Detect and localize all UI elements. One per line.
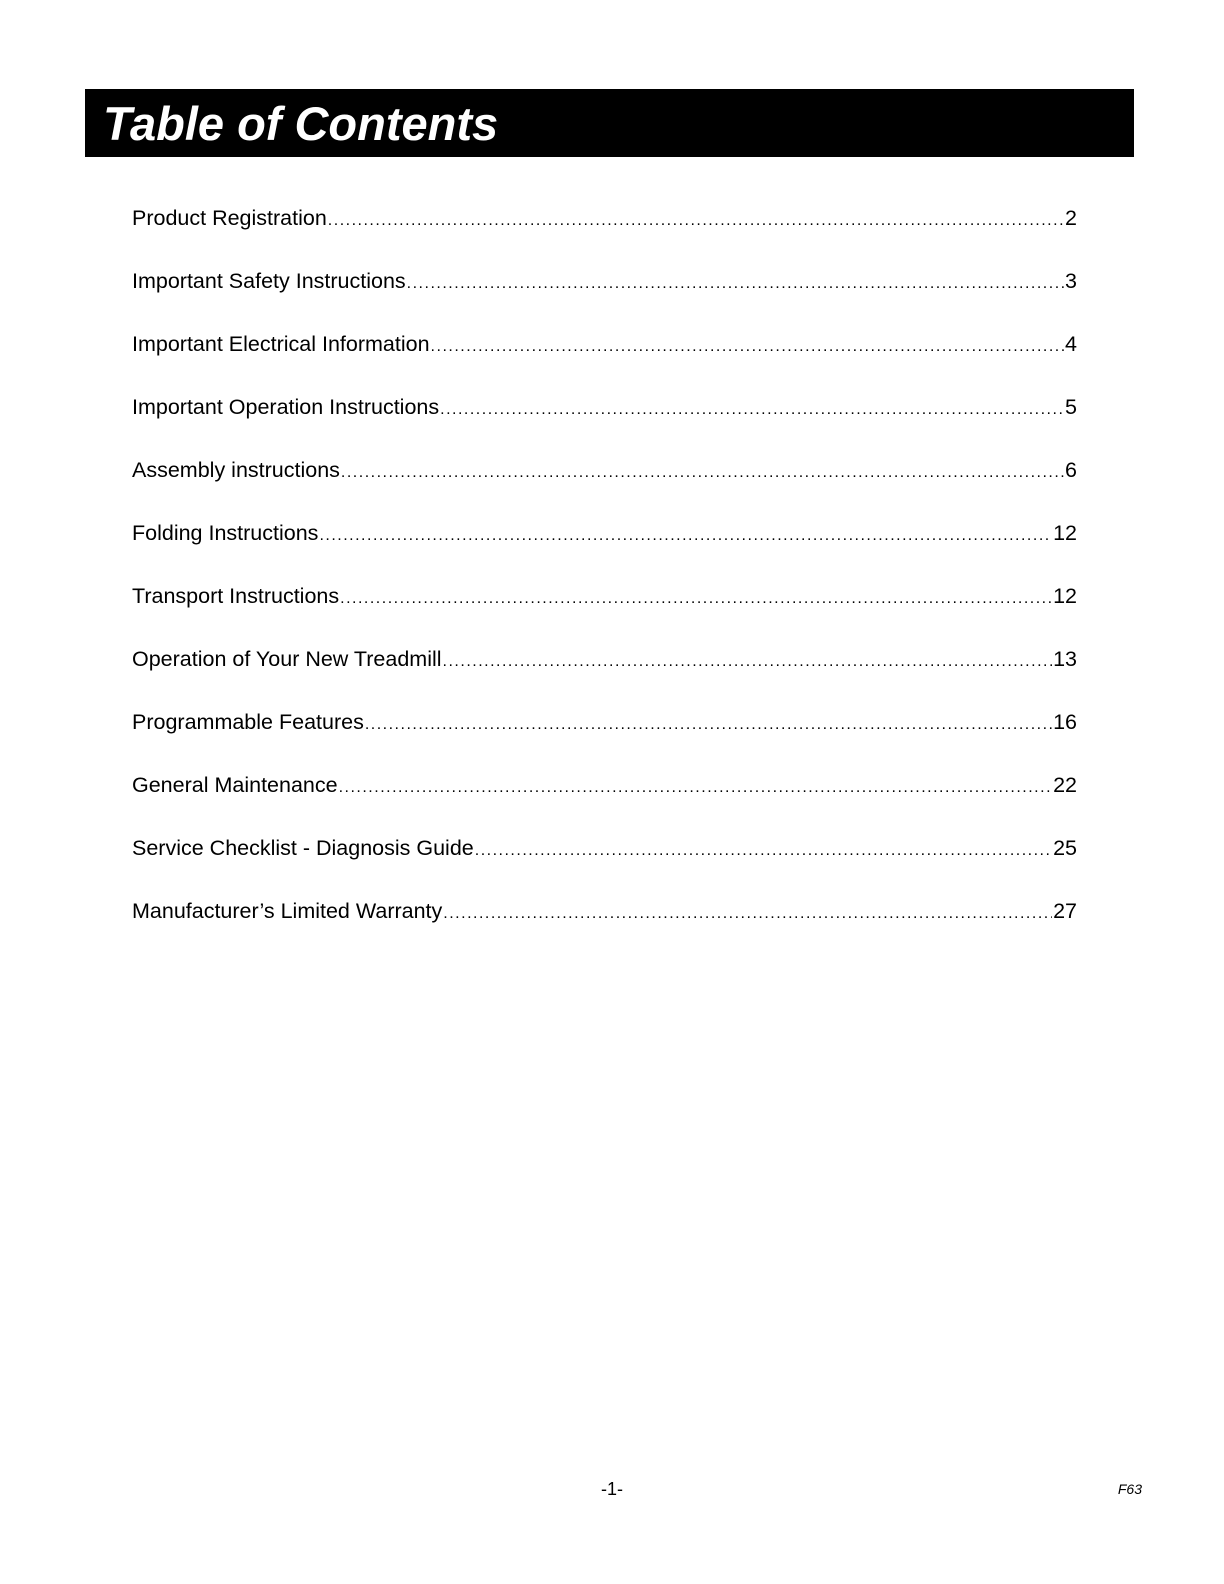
title-banner [85,89,1134,157]
toc-entry-programmable-features[interactable] [132,704,1077,767]
dot-leader [443,896,1052,932]
toc-entry-product-registration[interactable] [132,200,1077,263]
toc-entry-safety-instructions[interactable] [132,263,1077,326]
toc-entry-transport-instructions[interactable] [132,578,1077,641]
dot-leader [365,707,1052,743]
toc-entry-electrical-information[interactable] [132,326,1077,389]
toc-entry-page: 2 [1065,206,1077,230]
toc-entry-page: 4 [1065,332,1077,356]
table-of-contents [132,200,1077,956]
toc-entry-label: Service Checklist - Diagnosis Guide [132,836,474,860]
dot-leader [319,518,1052,554]
toc-entry-operation-instructions[interactable] [132,389,1077,452]
toc-entry-label: Manufacturer’s Limited Warranty [132,899,443,923]
footer-document-code: F63 [1117,1481,1142,1497]
toc-entry-assembly-instructions[interactable] [132,452,1077,515]
toc-entry-page: 25 [1053,836,1077,860]
toc-entry-label: General Maintenance [132,773,338,797]
toc-entry-label: Folding Instructions [132,521,319,545]
toc-entry-label: Important Electrical Information [132,332,430,356]
dot-leader [431,329,1064,365]
page-title: Table of Contents [103,97,499,150]
toc-entry-page: 3 [1065,269,1077,293]
dot-leader [440,392,1064,428]
toc-entry-page: 12 [1053,521,1077,545]
toc-entry-folding-instructions[interactable] [132,515,1077,578]
toc-entry-label: Assembly instructions [132,458,340,482]
dot-leader [328,203,1064,239]
toc-entry-page: 5 [1065,395,1077,419]
toc-entry-page: 22 [1053,773,1077,797]
dot-leader [407,266,1064,302]
toc-entry-page: 12 [1053,584,1077,608]
toc-entry-limited-warranty[interactable] [132,893,1077,956]
toc-entry-page: 6 [1065,458,1077,482]
toc-entry-page: 27 [1053,899,1077,923]
dot-leader [443,644,1053,680]
footer-page-number: -1- [601,1479,623,1499]
dot-leader [339,770,1053,806]
dot-leader [341,455,1064,491]
toc-entry-label: Transport Instructions [132,584,340,608]
toc-entry-page: 13 [1053,647,1077,671]
toc-entry-general-maintenance[interactable] [132,767,1077,830]
toc-entry-label: Operation of Your New Treadmill [132,647,442,671]
toc-entry-operation-of-treadmill[interactable] [132,641,1077,704]
toc-entry-label: Product Registration [132,206,327,230]
toc-entry-label: Programmable Features [132,710,364,734]
dot-leader [340,581,1052,617]
toc-entry-page: 16 [1053,710,1077,734]
toc-entry-service-checklist[interactable] [132,830,1077,893]
toc-entry-label: Important Safety Instructions [132,269,406,293]
toc-entry-label: Important Operation Instructions [132,395,440,419]
dot-leader [475,833,1052,869]
